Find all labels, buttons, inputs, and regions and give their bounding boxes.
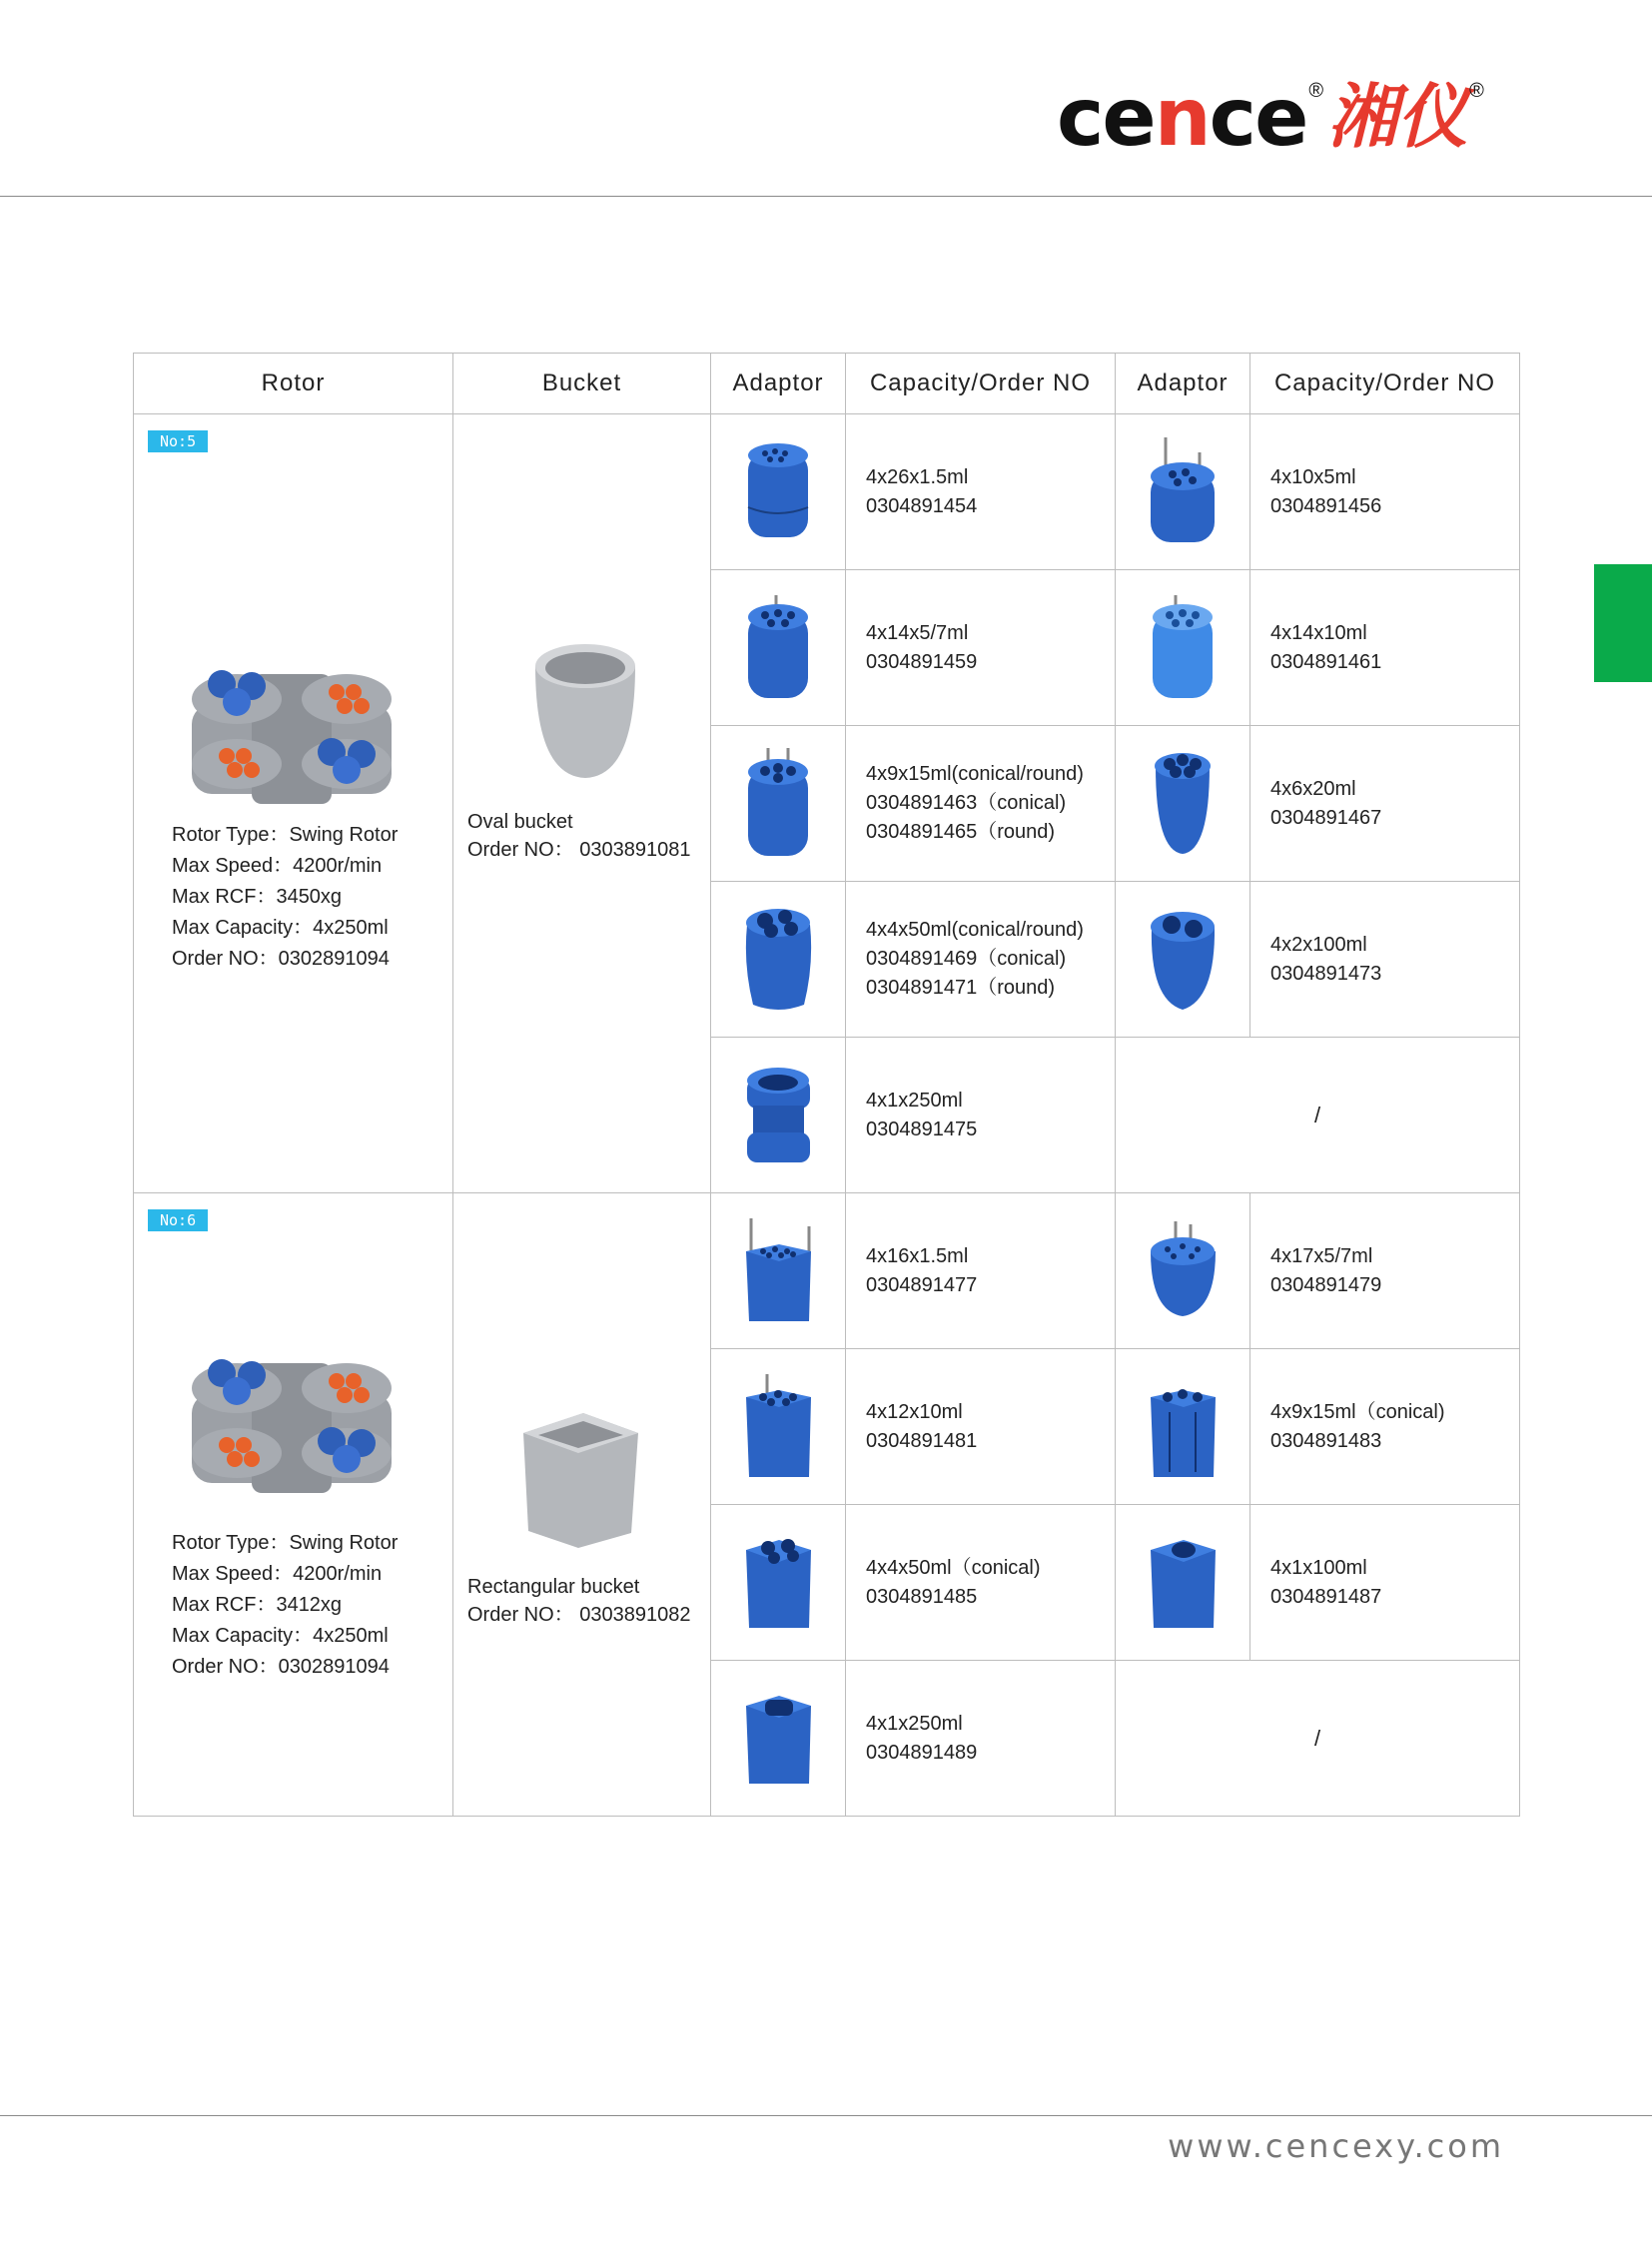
swing-rotor-image	[182, 644, 402, 824]
adaptor-image	[741, 1216, 816, 1326]
capacity-text: 4x9x15ml(conical/round)	[866, 763, 1084, 785]
footer-divider	[0, 2115, 1652, 2116]
capacity-order-cell	[1250, 1505, 1520, 1661]
registered-mark: ®	[1308, 80, 1324, 102]
capacity-order-cell	[846, 1349, 1116, 1505]
table-header-row	[134, 354, 1520, 414]
rotor-max-capacity: Max Capacity：4x250ml	[172, 917, 389, 939]
capacity-text: 4x14x10ml	[1270, 621, 1367, 644]
capacity-text: 4x14x5/7ml	[866, 621, 969, 644]
adaptor-image-cell	[1116, 1349, 1250, 1505]
section-tab-marker	[1594, 564, 1652, 682]
header-rotor: Rotor	[134, 354, 453, 414]
capacity-order-cell	[1250, 1349, 1520, 1505]
capacity-order-cell	[846, 570, 1116, 726]
adaptor-image-cell	[711, 1193, 846, 1349]
capacity-order-cell	[846, 882, 1116, 1038]
adaptor-image	[741, 1528, 816, 1638]
capacity-text: 4x4x50ml（conical)	[866, 1556, 1041, 1579]
header-adaptor: Adaptor	[1116, 354, 1250, 414]
order-number: 0304891459	[866, 650, 978, 673]
rotor-type: Rotor Type：Swing Rotor	[172, 1532, 399, 1554]
capacity-text: 4x9x15ml（conical)	[1270, 1400, 1445, 1423]
capacity-order-cell	[1250, 882, 1520, 1038]
capacity-order-cell	[1250, 414, 1520, 570]
table-row	[134, 414, 1520, 570]
adaptor-image-cell	[711, 414, 846, 570]
bucket-cell-rectangular	[453, 1193, 711, 1817]
rotor-cell-no6	[134, 1193, 453, 1817]
bucket-name: Oval bucket	[467, 811, 573, 833]
order-number: 0304891475	[866, 1118, 978, 1140]
order-number: 0304891471（round)	[866, 977, 1056, 999]
order-number: 0304891481	[866, 1429, 978, 1452]
adaptor-image-cell	[1116, 882, 1250, 1038]
bucket-name: Rectangular bucket	[467, 1576, 640, 1598]
empty-cell-slash: /	[1116, 1661, 1520, 1817]
footer-website: www.cencexy.com	[1168, 2127, 1504, 2165]
header-divider	[0, 196, 1652, 197]
oval-bucket-image	[525, 636, 645, 786]
capacity-order-cell	[846, 1193, 1116, 1349]
rotor-max-rcf: Max RCF：3450xg	[172, 886, 343, 908]
capacity-text: 4x2x100ml	[1270, 933, 1367, 956]
bucket-info	[467, 808, 690, 864]
rotor-specs	[172, 820, 398, 975]
order-number: 0304891461	[1270, 650, 1382, 673]
adaptor-image	[743, 746, 813, 861]
adaptor-image-cell	[711, 882, 846, 1038]
rotor-max-speed: Max Speed：4200r/min	[172, 855, 383, 877]
order-number: 0304891469（conical)	[866, 948, 1067, 970]
rotor-order-no: Order NO：0302891094	[172, 948, 390, 970]
adaptor-image	[741, 1372, 816, 1482]
adaptor-image	[741, 1061, 816, 1170]
rotor-type: Rotor Type：Swing Rotor	[172, 824, 399, 846]
adaptor-image	[741, 1684, 816, 1794]
rotor-number-badge: No:6	[148, 1209, 208, 1231]
adaptor-image	[1146, 905, 1221, 1015]
rotor-adaptor-table	[133, 353, 1520, 1817]
order-number: 0304891473	[1270, 962, 1382, 985]
header-capacity-order: Capacity/Order NO	[846, 354, 1116, 414]
rotor-specs	[172, 1528, 398, 1683]
order-number: 0304891483	[1270, 1429, 1382, 1452]
brand-name-en: cence	[1057, 71, 1307, 164]
adaptor-image-cell	[711, 1661, 846, 1817]
capacity-order-cell	[846, 1038, 1116, 1193]
brand-logo	[1057, 71, 1488, 164]
adaptor-image	[741, 905, 816, 1015]
bucket-info	[467, 1573, 690, 1629]
order-number: 0304891454	[866, 494, 978, 517]
capacity-text: 4x1x250ml	[866, 1089, 963, 1112]
bucket-order-no: Order NO： 0303891081	[467, 839, 691, 861]
capacity-order-cell	[1250, 1193, 1520, 1349]
adaptor-image	[743, 593, 813, 703]
rotor-order-no: Order NO：0302891094	[172, 1656, 390, 1678]
adaptor-image	[1148, 746, 1218, 861]
swing-rotor-image	[182, 1333, 402, 1513]
adaptor-image-cell	[1116, 726, 1250, 882]
adaptor-image	[1146, 1528, 1221, 1638]
brand-name-cn: 湘仪	[1327, 76, 1468, 158]
capacity-text: 4x16x1.5ml	[866, 1244, 969, 1267]
rotor-max-capacity: Max Capacity：4x250ml	[172, 1625, 389, 1647]
rotor-max-speed: Max Speed：4200r/min	[172, 1563, 383, 1585]
capacity-order-cell	[1250, 726, 1520, 882]
registered-mark-cn: ®	[1469, 80, 1484, 102]
capacity-text: 4x6x20ml	[1270, 777, 1356, 800]
header-adaptor: Adaptor	[711, 354, 846, 414]
adaptor-image-cell	[1116, 1505, 1250, 1661]
order-number: 0304891487	[1270, 1585, 1382, 1608]
order-number: 0304891477	[866, 1273, 978, 1296]
empty-cell-slash: /	[1116, 1038, 1520, 1193]
adaptor-image-cell	[1116, 414, 1250, 570]
adaptor-image-cell	[711, 1038, 846, 1193]
capacity-order-cell	[1250, 570, 1520, 726]
adaptor-image-cell	[1116, 570, 1250, 726]
table-row	[134, 1193, 1520, 1349]
adaptor-image	[743, 437, 813, 547]
adaptor-image-cell	[711, 570, 846, 726]
rotor-number-badge: No:5	[148, 430, 208, 452]
adaptor-image	[1146, 1216, 1221, 1326]
rotor-cell-no5	[134, 414, 453, 1193]
capacity-text: 4x1x250ml	[866, 1712, 963, 1735]
bucket-order-no: Order NO： 0303891082	[467, 1604, 691, 1626]
capacity-text: 4x26x1.5ml	[866, 465, 969, 488]
capacity-text: 4x1x100ml	[1270, 1556, 1367, 1579]
bucket-cell-oval	[453, 414, 711, 1193]
capacity-text: 4x4x50ml(conical/round)	[866, 919, 1084, 941]
adaptor-image	[1148, 593, 1218, 703]
capacity-text: 4x10x5ml	[1270, 465, 1356, 488]
order-number: 0304891456	[1270, 494, 1382, 517]
header-capacity-order: Capacity/Order NO	[1250, 354, 1520, 414]
order-number: 0304891485	[866, 1585, 978, 1608]
capacity-text: 4x17x5/7ml	[1270, 1244, 1373, 1267]
order-number: 0304891479	[1270, 1273, 1382, 1296]
rotor-max-rcf: Max RCF：3412xg	[172, 1594, 343, 1616]
order-number: 0304891463（conical)	[866, 792, 1067, 814]
rectangular-bucket-image	[513, 1393, 643, 1553]
adaptor-image-cell	[711, 1505, 846, 1661]
adaptor-image	[1146, 1372, 1221, 1482]
capacity-text: 4x12x10ml	[866, 1400, 963, 1423]
capacity-order-cell	[846, 1505, 1116, 1661]
adaptor-image-cell	[711, 726, 846, 882]
order-number: 0304891467	[1270, 806, 1382, 829]
header-bucket: Bucket	[453, 354, 711, 414]
adaptor-image	[1148, 432, 1218, 552]
capacity-order-cell	[846, 726, 1116, 882]
capacity-order-cell	[846, 414, 1116, 570]
capacity-order-cell	[846, 1661, 1116, 1817]
adaptor-image-cell	[1116, 1193, 1250, 1349]
order-number: 0304891465（round)	[866, 821, 1056, 843]
order-number: 0304891489	[866, 1741, 978, 1764]
adaptor-image-cell	[711, 1349, 846, 1505]
